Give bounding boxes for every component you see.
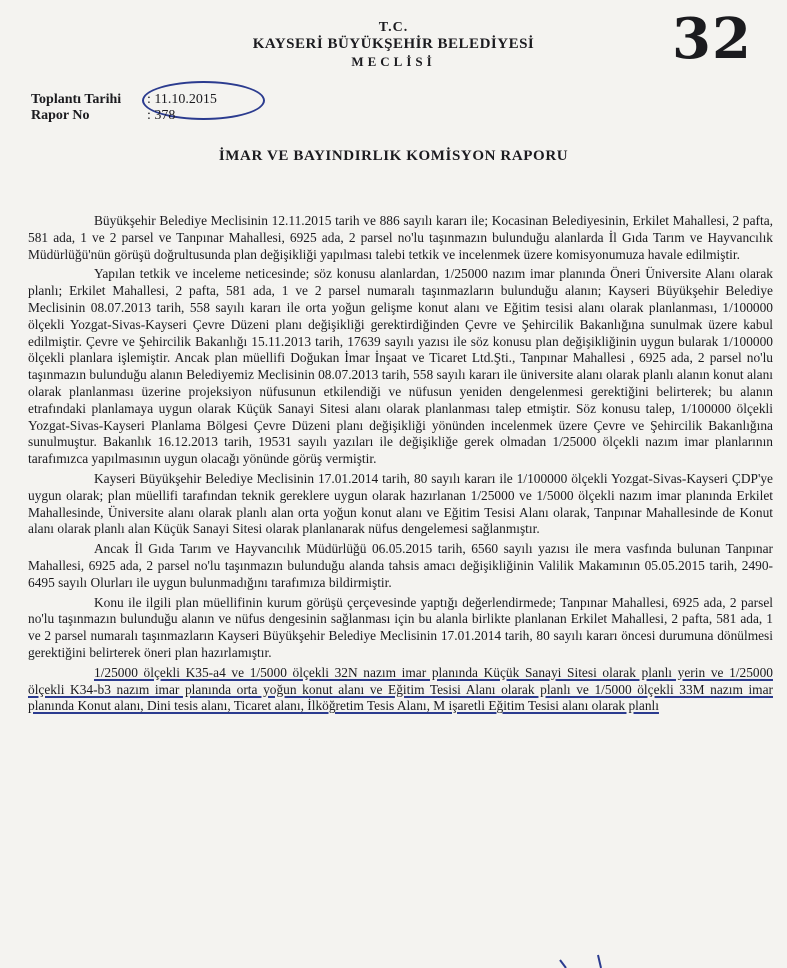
report-no-value: : 378	[147, 108, 176, 123]
meeting-date-value: : 11.10.2015	[147, 92, 217, 107]
header-council: MECLİSİ	[351, 54, 436, 69]
report-title: İMAR VE BAYINDIRLIK KOMİSYON RAPORU	[218, 148, 569, 164]
paragraph-4: Ancak İl Gıda Tarım ve Hayvancılık Müdürlüğü 06.05.2015 tarih, 6560 sayılı yazısı ile mera vasfında bulunan Tanpınar Mahallesi, 6925 ada, 2 parsel no'lu taşınmazın bulunduğu alanda tahsis amacı değişikliğinin Valilik Makamının 05.05.2015 tarih, 2490-6495 sayılı Olurları ile uygun bulunmadığını tarafımıza bildirmiştir.	[28, 541, 773, 590]
meeting-date-label: Toplantı Tarihi	[31, 92, 122, 107]
header-organization: KAYSERİ BÜYÜKŞEHİR BELEDİYESİ	[252, 36, 535, 52]
pen-stroke	[560, 955, 601, 968]
report-body	[28, 213, 773, 715]
paragraph-3: Kayseri Büyükşehir Belediye Meclisinin 17.01.2014 tarih, 80 sayılı kararı ile 1/100000 ölçekli Yozgat-Sivas-Kayseri ÇDP'ye uygun olarak; plan müellifi tarafından teknik gereklere uygun olarak hazırlanan 1/25000 ve 1/5000 ölçekli nazım imar planında Erkilet Mahallesinde, Üniversite alanı olarak planlı alan orta yoğun konut alanı ve Eğitim Tesisi Alanı olarak, Tanpınar Mahallesinde de Konut alanı olarak planlı alan Küçük Sanayi Sitesi olarak planlanarak nüfus dengelemesi sağlanmıştır.	[28, 470, 773, 537]
document-number: 32	[672, 6, 752, 72]
report-no-label: Rapor No	[31, 108, 90, 123]
report-no-row	[31, 108, 176, 124]
paragraph-5: Konu ile ilgili plan müellifinin kurum görüşü çerçevesinde yaptığı değerlendirmede; Tanpınar Mahallesi, 6925 ada, 2 parsel no'lu taşınmazın bulunduğu alanın ve nüfus dengesinin sağlanması için bu alanla birlikte planlanan Erkilet Mahallesi, 2 pafta, 581 ada, 1 ve 2 parsel numaralı taşınmazların Kayseri Büyükşehir Belediye Meclisinin 17.01.2014 tarih, 80 sayılı kararı öncesi durumuna dönülmesi gerektiğini belirterek öneri plan hazırlamıştır.	[28, 594, 773, 660]
paragraph-2: Yapılan tetkik ve inceleme neticesinde; söz konusu alanlardan, 1/25000 nazım imar planında Öneri Üniversite Alanı olarak planlı; Erkilet Mahallesi, 2 pafta, 581 ada, 1 ve 2 parsel numaralı taşınmazların bulunduğu alanın; Kayseri Büyükşehir Belediye Meclisinin 08.07.2013 tarih, 558 sayılı kararı ile orta yoğun gelişme konut alanı ve Eğitim tesisi alanı olarak planlanması, 1/100000 ölçekli Yozgat-Sivas-Kayseri Çevre Düzeni planı değişikliği gerektirdiğinden Çevre ve Şehircilik Bakanlığına sunulmak üzere kabul edilmiştir. Çevre ve Şehircilik Bakanlığı 15.11.2013 tarih, 17639 sayılı yazısı ile söz konusu plan değişikliğinin uygun bularak 1/100000 ölçekli planlara işlemiştir. Ancak plan müellifi Doğukan İmar İnşaat ve Ticaret Ltd.Şti., Tanpınar Mahallesi , 6925 ada, 2 parsel no'lu taşınmazın bulunduğu alanın Belediyemiz Meclisinin 08.07.2013 tarih, 558 sayılı kararı ile üniversite alanı olarak planlı alanın konut alanı olarak planlanması üzerine projeksiyon nüfusunun etkilendiği ve nüfusun yeniden dengelenmesi gerektiğini belirterek; bu alanın etrafındaki planlamaya uygun olarak Küçük Sanayi Sitesi alanı olarak planlanması talep etmiştir. Söz konusu talep, 1/100000 ölçekli Yozgat-Sivas-Kayseri Planlama Bölgesi Çevre Düzeni planı değişikliği yönünden incelenmek üzere Çevre ve Şehircilik Bakanlığına sunulmuştur. Bakanlık 16.12.2013 tarih, 19531 sayılı yazıları ile değişikliğe gerek olmadan 1/25000 ölçekli nazım imar planlarının tarafımızca yapılmasının uygun olacağı yönünde görüş vermiştir.	[28, 266, 773, 467]
meeting-date-row	[31, 92, 217, 108]
paragraph-6: 1/25000 ölçekli K35-a4 ve 1/5000 ölçekli 32N nazım imar planında Küçük Sanayi Sitesi olarak planlı yerin ve 1/25000 ölçekli K34-b3 nazım imar planında orta yoğun konut alanı ve Eğitim Tesisi Alanı olarak planlı ve 1/5000 ölçekli 33M nazım imar planında Konut alanı, Dini tesis alanı, Ticaret alanı, İlköğretim Tesis Alanı, M işaretli Eğitim Tesisi alanı olarak planlı	[28, 664, 773, 714]
header-tc: T.C.	[378, 20, 409, 35]
paragraph-1: Büyükşehir Belediye Meclisinin 12.11.2015 tarih ve 886 sayılı kararı ile; Kocasinan Belediyesinin, Erkilet Mahallesi, 2 pafta, 581 ada, 1 ve 2 parsel ve Tanpınar Mahallesi, 6925 ada, 2 parsel no'lu taşınmazın bulunduğu alanlarda İl Gıda Tarım ve Hayvancılık Müdürlüğü'nün görüşü doğrultusunda plan değişikliği yapılması talebi tetkik ve incelenmek üzere komisyonumuza havale edilmiştir.	[28, 213, 773, 262]
